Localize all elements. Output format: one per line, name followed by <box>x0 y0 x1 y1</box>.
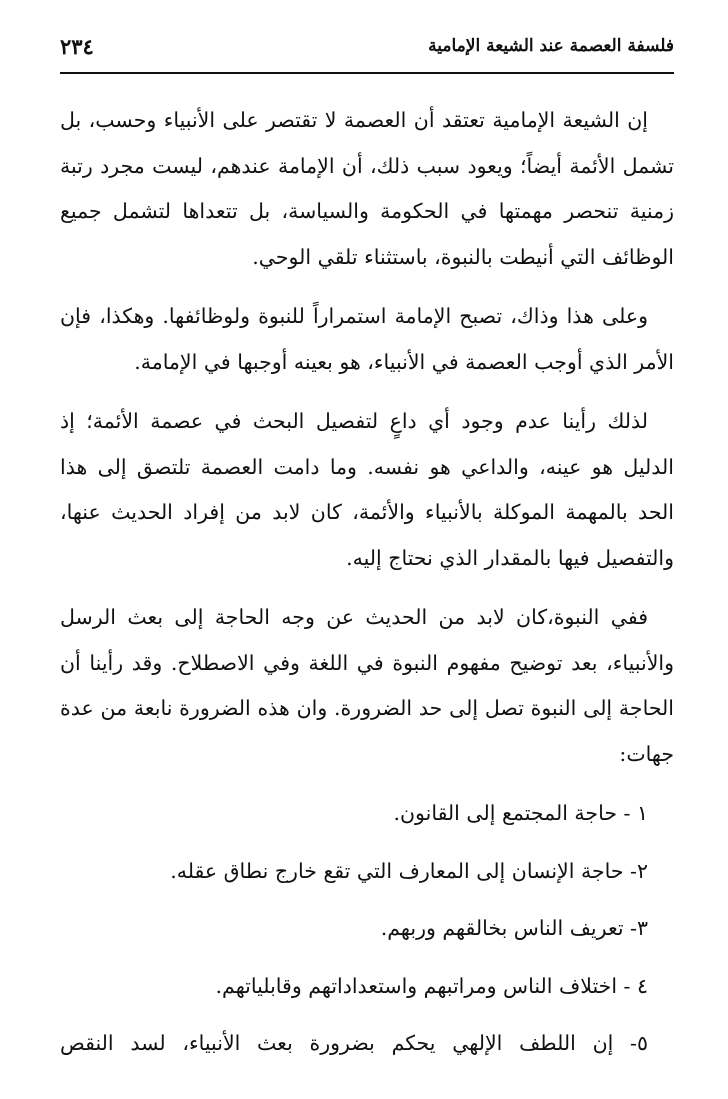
running-title: فلسفة العصمة عند الشيعة الإمامية <box>428 36 674 56</box>
reasons-list <box>60 791 674 1067</box>
list-item: ٣- تعريف الناس بخالقهم وربهم. <box>380 916 648 940</box>
page-body <box>60 98 674 1079</box>
list-item: ٥- إن اللطف الإلهي يحكم بضرورة بعث الأنبياء، لسد النقص <box>60 1031 648 1055</box>
list-item: ١ - حاجة المجتمع إلى القانون. <box>393 801 648 825</box>
list-item: ٢- حاجة الإنسان إلى المعارف التي تقع خارج نطاق عقله. <box>170 858 648 883</box>
paragraph-4: ففي النبوة،كان لابد من الحديث عن وجه الحاجة إلى بعث الرسل والأنبياء، بعد توضيح مفهوم النبوة في اللغة وفي الاصطلاح. وقد رأينا أن الحاجة إلى النبوة تصل إلى حد الضرورة. وان هذه الضرورة نابعة من عدة جهات: <box>60 605 674 766</box>
page-header <box>60 30 674 74</box>
paragraph-3: لذلك رأينا عدم وجود أي داعٍ لتفصيل البحث في عصمة الأئمة؛ إذ الدليل هو عينه، والداعي هو نفسه. وما دامت العصمة تلتصق إلى هذا الحد بالمهمة الموكلة بالأنبياء والأئمة، كان لابد من إفراد الحديث عنها، والتفصيل فيها بالمقدار الذي نحتاج إليه. <box>60 409 674 570</box>
page-number: ٢٣٤ <box>60 34 94 59</box>
paragraph-1: إن الشيعة الإمامية تعتقد أن العصمة لا تقتصر على الأنبياء وحسب، بل تشمل الأئمة أيضاً؛ ويعود سبب ذلك، أن الإمامة عندهم، ليست مجرد رتبة زمنية تنحصر مهمتها في الحكومة والسياسة، بل تتعداها لتشمل جميع الوظائف التي أنيطت بالنبوة، باستثناء تلقي الوحي. <box>60 108 675 269</box>
paragraph-2: وعلى هذا وذاك، تصبح الإمامة استمراراً للنبوة ولوظائفها. وهكذا، فإن الأمر الذي أوجب العصمة في الأنبياء، هو بعينه أوجبها في الإمامة. <box>60 304 674 374</box>
list-item: ٤ - اختلاف الناس ومراتبهم واستعداداتهم وقابلياتهم. <box>215 973 648 998</box>
